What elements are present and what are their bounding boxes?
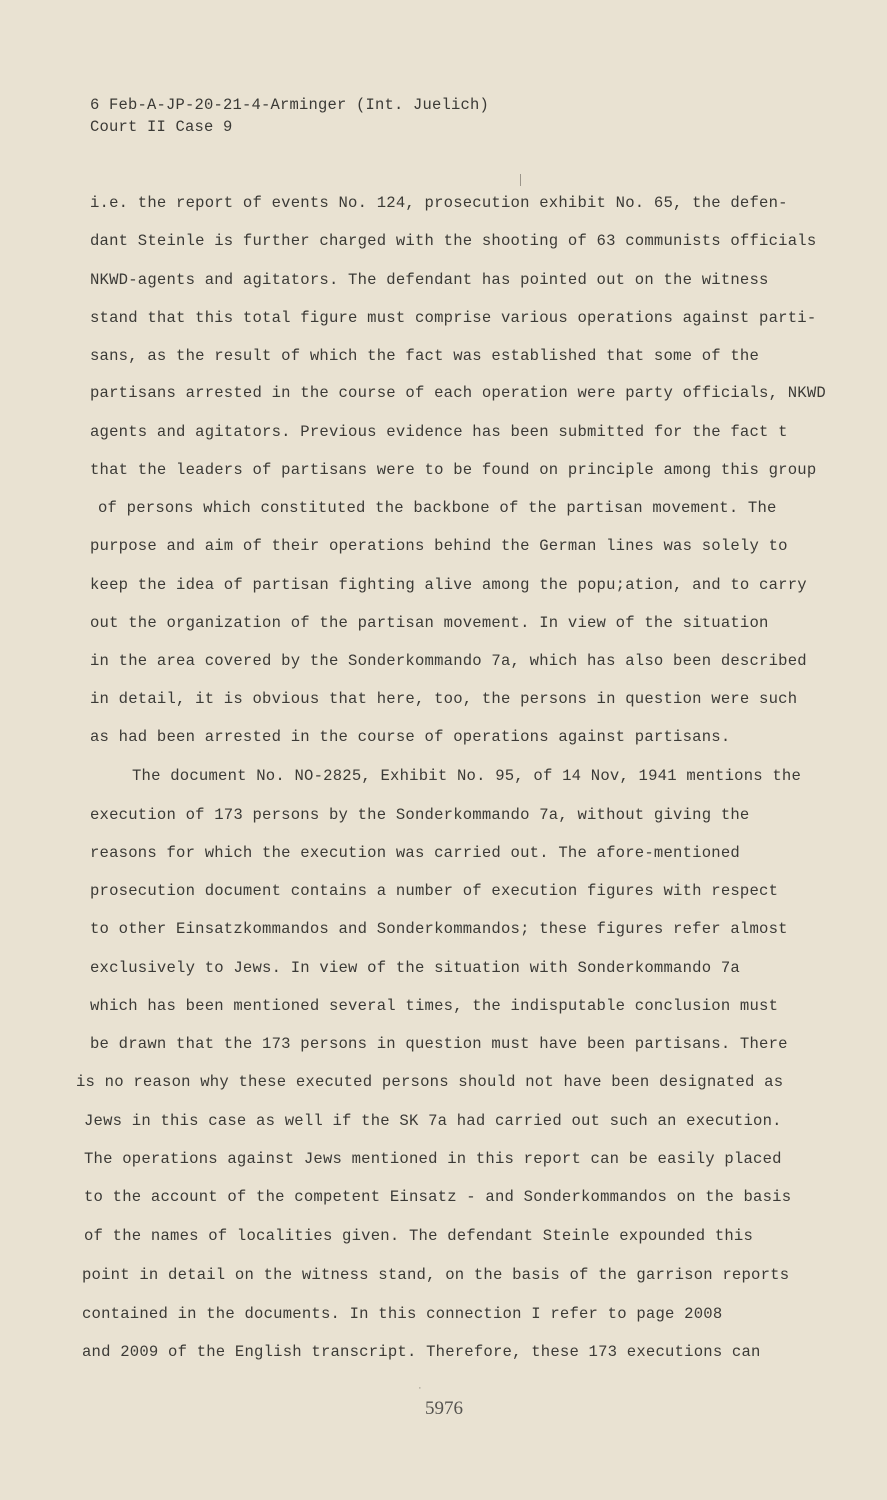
page-number: 5976 <box>425 1398 463 1419</box>
body-line: execution of 173 persons by the Sonderkommando 7a, without giving the <box>90 806 750 824</box>
body-line: dant Steinle is further charged with the shooting of 63 communists officials <box>90 232 817 250</box>
body-line: keep the idea of partisan fighting alive among the popu;ation, and to carry <box>90 576 807 594</box>
header-line-court-case: Court II Case 9 <box>90 118 233 136</box>
body-line: which has been mentioned several times, the indisputable conclusion must <box>90 997 779 1015</box>
body-line: of the names of localities given. The defendant Steinle expounded this <box>84 1227 754 1245</box>
document-header <box>90 94 489 138</box>
body-line: stand that this total figure must comprise various operations against parti- <box>90 309 817 327</box>
body-line: exclusively to Jews. In view of the situation with Sonderkommando 7a <box>90 959 740 977</box>
body-line: to other Einsatzkommandos and Sonderkommandos; these figures refer almost <box>90 920 788 938</box>
body-line: Jews in this case as well if the SK 7a had carried out such an execution. <box>84 1112 782 1130</box>
body-line: purpose and aim of their operations behind the German lines was solely to <box>90 537 788 555</box>
body-line: that the leaders of partisans were to be found on principle among this group <box>90 461 817 479</box>
body-line: The document No. NO-2825, Exhibit No. 95, of 14 Nov, 1941 mentions the <box>132 767 802 785</box>
small-mark: · <box>418 1382 422 1394</box>
body-line: in detail, it is obvious that here, too, the persons in question were such <box>90 690 798 708</box>
body-line: reasons for which the execution was carried out. The afore-mentioned <box>90 844 740 862</box>
body-line: prosecution document contains a number of execution figures with respect <box>90 882 779 900</box>
body-line: to the account of the competent Einsatz - and Sonderkommandos on the basis <box>84 1188 792 1206</box>
body-line: point in detail on the witness stand, on the basis of the garrison reports <box>82 1266 790 1284</box>
body-line: and 2009 of the English transcript. Therefore, these 173 executions can <box>82 1343 761 1361</box>
body-line: be drawn that the 173 persons in question must have been partisans. There <box>90 1035 788 1053</box>
body-line: of persons which constituted the backbone of the partisan movement. The <box>98 499 777 517</box>
body-line: agents and agitators. Previous evidence has been submitted for the fact t <box>90 423 788 441</box>
body-line: is no reason why these executed persons should not have been designated as <box>76 1073 784 1091</box>
page-tick-mark <box>520 174 521 186</box>
body-line: contained in the documents. In this connection I refer to page 2008 <box>82 1305 723 1323</box>
body-line: i.e. the report of events No. 124, prosecution exhibit No. 65, the defen- <box>90 194 788 212</box>
body-line: sans, as the result of which the fact was established that some of the <box>90 347 760 365</box>
body-line: partisans arrested in the course of each operation were party officials, NKWD <box>90 384 826 402</box>
body-line: NKWD-agents and agitators. The defendant has pointed out on the witness <box>90 271 769 289</box>
body-line: The operations against Jews mentioned in this report can be easily placed <box>84 1150 782 1168</box>
body-line: in the area covered by the Sonderkommando 7a, which has also been described <box>90 652 807 670</box>
body-line: out the organization of the partisan movement. In view of the situation <box>90 614 769 632</box>
header-line-reference: 6 Feb-A-JP-20-21-4-Arminger (Int. Juelich) <box>90 96 490 114</box>
body-line: as had been arrested in the course of operations against partisans. <box>90 728 731 746</box>
